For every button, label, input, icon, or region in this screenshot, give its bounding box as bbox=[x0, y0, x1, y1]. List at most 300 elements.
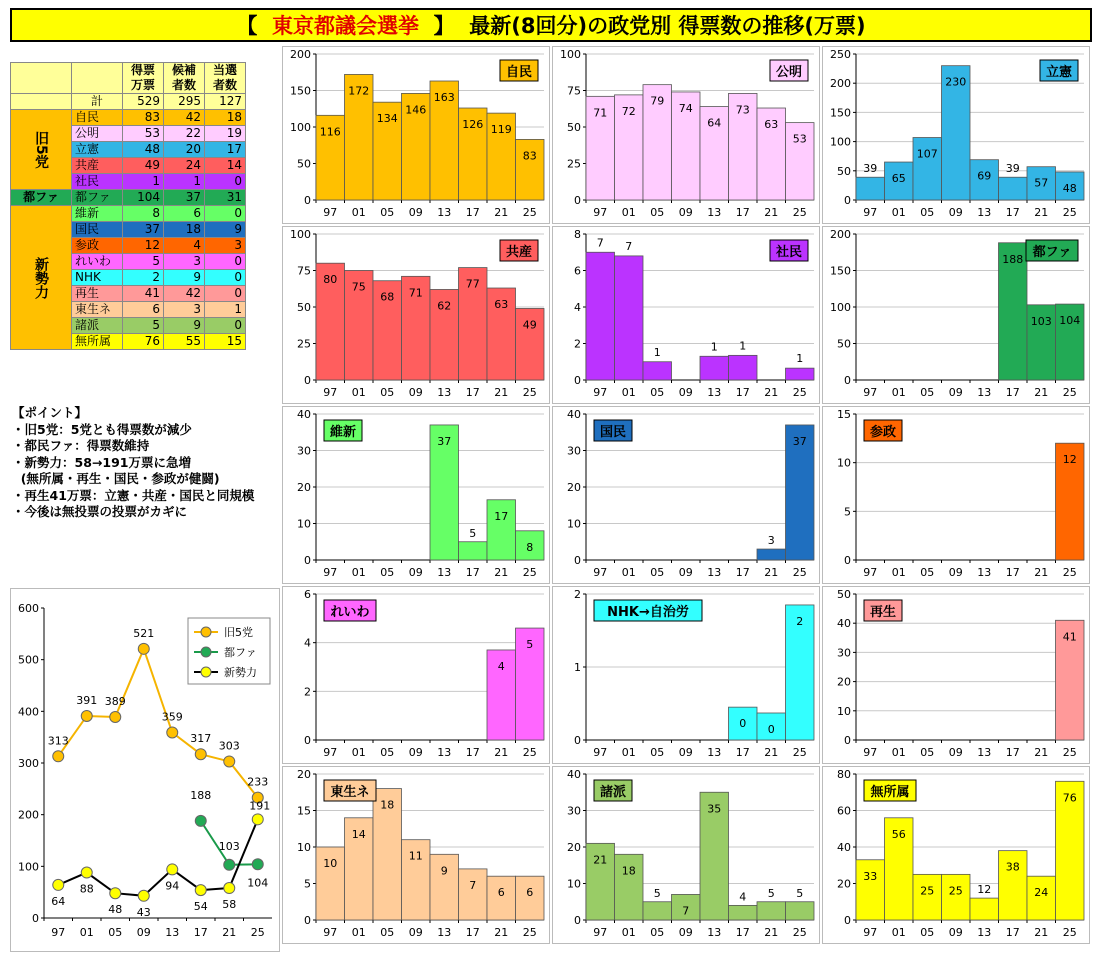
data-label: 107 bbox=[916, 147, 938, 161]
y-tick-label: 30 bbox=[567, 804, 581, 818]
title-bracket-open: 【 bbox=[236, 14, 258, 38]
data-label: 63 bbox=[494, 298, 509, 312]
y-tick-label: 50 bbox=[837, 588, 851, 601]
chart-title: 諸派 bbox=[599, 785, 627, 800]
party-votes: 76 bbox=[123, 334, 164, 350]
data-label: 7 bbox=[469, 878, 477, 892]
legend-label: 都ファ bbox=[224, 646, 257, 659]
chart-title: 自民 bbox=[505, 65, 533, 80]
data-label: 68 bbox=[380, 290, 395, 304]
x-tick-label: 05 bbox=[920, 386, 935, 399]
data-label: 1 bbox=[739, 339, 747, 353]
party-candidates: 42 bbox=[164, 286, 205, 302]
series-point bbox=[224, 859, 235, 870]
title-subtitle: 最新(8回分)の政党別 得票数の推移(万票) bbox=[469, 14, 866, 38]
data-label: 1 bbox=[653, 345, 661, 359]
data-label: 391 bbox=[76, 693, 98, 707]
y-tick-label: 300 bbox=[18, 757, 39, 770]
note-line: 【ポイント】 bbox=[12, 405, 88, 420]
data-label: 230 bbox=[945, 75, 967, 89]
title-bracket-close: 】 bbox=[433, 14, 455, 38]
x-tick-label: 13 bbox=[977, 566, 992, 579]
bar-chart-10 bbox=[282, 586, 550, 764]
data-label: 80 bbox=[323, 273, 338, 287]
y-tick-label: 0 bbox=[844, 374, 851, 387]
y-tick-label: 8 bbox=[574, 228, 581, 241]
party-votes: 48 bbox=[123, 142, 164, 158]
data-label: 359 bbox=[161, 710, 183, 724]
data-label: 126 bbox=[462, 118, 484, 132]
data-label: 4 bbox=[739, 890, 747, 904]
x-tick-label: 09 bbox=[408, 386, 423, 399]
series-point bbox=[138, 643, 149, 654]
x-tick-label: 97 bbox=[863, 926, 878, 939]
data-label: 317 bbox=[190, 732, 212, 746]
data-label: 41 bbox=[1062, 630, 1077, 644]
y-tick-label: 1 bbox=[574, 661, 581, 674]
x-tick-label: 97 bbox=[323, 746, 338, 759]
series-point bbox=[81, 867, 92, 878]
x-tick-label: 17 bbox=[465, 926, 480, 939]
total-candidates: 295 bbox=[164, 94, 205, 110]
x-tick-label: 13 bbox=[437, 926, 452, 939]
x-tick-label: 25 bbox=[792, 386, 807, 399]
y-tick-label: 150 bbox=[290, 84, 311, 98]
x-tick-label: 25 bbox=[522, 206, 537, 219]
x-tick-label: 21 bbox=[764, 566, 779, 579]
y-tick-label: 80 bbox=[837, 768, 851, 781]
y-tick-label: 0 bbox=[574, 194, 581, 207]
data-label: 71 bbox=[408, 286, 423, 300]
party-votes: 41 bbox=[123, 286, 164, 302]
data-label: 134 bbox=[376, 112, 398, 126]
bar-chart-12 bbox=[822, 586, 1090, 764]
series-point bbox=[53, 879, 64, 890]
y-tick-label: 200 bbox=[830, 77, 851, 91]
data-label: 119 bbox=[490, 123, 512, 137]
series-point bbox=[195, 885, 206, 896]
bar bbox=[999, 177, 1028, 200]
data-label: 7 bbox=[596, 236, 604, 250]
x-tick-label: 13 bbox=[707, 206, 722, 219]
bar-chart-8 bbox=[552, 406, 820, 584]
bar bbox=[643, 362, 672, 380]
y-tick-label: 30 bbox=[297, 444, 311, 458]
data-label: 94 bbox=[165, 879, 180, 893]
party-candidates: 20 bbox=[164, 142, 205, 158]
x-tick-label: 25 bbox=[792, 926, 807, 939]
x-tick-label: 05 bbox=[920, 926, 935, 939]
x-tick-label: 13 bbox=[707, 566, 722, 579]
x-tick-label: 09 bbox=[948, 566, 963, 579]
x-tick-label: 21 bbox=[494, 746, 509, 759]
x-tick-label: 09 bbox=[948, 746, 963, 759]
data-label: 146 bbox=[405, 103, 427, 117]
bar bbox=[786, 902, 815, 920]
party-votes: 5 bbox=[123, 254, 164, 270]
bar-chart-11 bbox=[552, 586, 820, 764]
party-candidates: 22 bbox=[164, 126, 205, 142]
bar-chart-1 bbox=[282, 46, 550, 224]
y-tick-label: 100 bbox=[290, 121, 311, 134]
party-votes: 12 bbox=[123, 238, 164, 254]
party-votes: 104 bbox=[123, 190, 164, 206]
x-tick-label: 21 bbox=[494, 206, 509, 219]
data-label: 8 bbox=[526, 540, 534, 554]
x-tick-label: 05 bbox=[380, 926, 395, 939]
legend-label: 新勢力 bbox=[224, 666, 257, 679]
data-label: 76 bbox=[1062, 791, 1077, 805]
x-tick-label: 97 bbox=[593, 206, 608, 219]
x-tick-label: 25 bbox=[522, 566, 537, 579]
party-candidates: 18 bbox=[164, 222, 205, 238]
y-tick-label: 0 bbox=[304, 554, 311, 567]
chart-title: 東生ネ bbox=[330, 785, 370, 800]
y-tick-label: 0 bbox=[304, 734, 311, 747]
data-label: 37 bbox=[792, 434, 807, 448]
x-tick-label: 97 bbox=[593, 386, 608, 399]
bar bbox=[586, 252, 615, 380]
x-tick-label: 17 bbox=[1005, 206, 1020, 219]
party-votes: 1 bbox=[123, 174, 164, 190]
party-winners: 1 bbox=[205, 302, 246, 318]
data-label: 0 bbox=[739, 717, 747, 731]
y-tick-label: 40 bbox=[297, 408, 311, 421]
y-tick-label: 60 bbox=[837, 804, 851, 818]
data-label: 12 bbox=[977, 883, 992, 897]
y-tick-label: 0 bbox=[844, 914, 851, 927]
data-label: 3 bbox=[767, 534, 775, 548]
x-tick-label: 13 bbox=[165, 926, 180, 939]
table-total-row bbox=[11, 94, 246, 110]
chart-title: 社民 bbox=[775, 245, 803, 260]
data-label: 37 bbox=[437, 434, 452, 448]
bar bbox=[729, 355, 758, 380]
data-label: 172 bbox=[348, 84, 370, 98]
data-label: 103 bbox=[1030, 314, 1052, 328]
party-winners: 15 bbox=[205, 334, 246, 350]
chart-title: NHK→自治労 bbox=[607, 605, 689, 620]
series-point bbox=[195, 815, 206, 826]
x-tick-label: 05 bbox=[650, 566, 665, 579]
party-candidates: 9 bbox=[164, 270, 205, 286]
party-winners: 0 bbox=[205, 254, 246, 270]
data-label: 69 bbox=[977, 169, 992, 183]
data-label: 24 bbox=[1034, 886, 1049, 900]
data-label: 12 bbox=[1062, 453, 1077, 467]
party-name: 立憲 bbox=[72, 142, 123, 158]
y-tick-label: 6 bbox=[574, 264, 581, 278]
y-tick-label: 0 bbox=[304, 914, 311, 927]
x-tick-label: 97 bbox=[593, 926, 608, 939]
x-tick-label: 01 bbox=[351, 386, 366, 399]
x-tick-label: 05 bbox=[380, 746, 395, 759]
data-label: 57 bbox=[1034, 176, 1049, 190]
y-tick-label: 20 bbox=[837, 877, 851, 891]
y-tick-label: 50 bbox=[297, 157, 311, 171]
y-tick-label: 10 bbox=[567, 877, 581, 891]
x-tick-label: 25 bbox=[1062, 746, 1077, 759]
data-label: 2 bbox=[796, 614, 804, 628]
party-candidates: 24 bbox=[164, 158, 205, 174]
y-tick-label: 150 bbox=[830, 264, 851, 278]
x-tick-label: 17 bbox=[193, 926, 208, 939]
y-tick-label: 75 bbox=[297, 264, 311, 278]
y-tick-label: 15 bbox=[837, 408, 851, 421]
y-tick-label: 100 bbox=[830, 301, 851, 314]
data-label: 104 bbox=[247, 876, 269, 890]
data-label: 43 bbox=[136, 905, 151, 919]
party-name: れいわ bbox=[72, 254, 123, 270]
x-tick-label: 21 bbox=[494, 926, 509, 939]
data-label: 116 bbox=[319, 125, 341, 139]
y-tick-label: 4 bbox=[574, 301, 581, 314]
party-name: 都ファ bbox=[72, 190, 123, 206]
x-tick-label: 17 bbox=[465, 386, 480, 399]
x-tick-label: 13 bbox=[437, 386, 452, 399]
y-tick-label: 0 bbox=[844, 734, 851, 747]
y-tick-label: 0 bbox=[844, 194, 851, 207]
party-name: 社民 bbox=[72, 174, 123, 190]
data-label: 39 bbox=[1005, 162, 1020, 176]
party-candidates: 42 bbox=[164, 110, 205, 126]
y-tick-label: 500 bbox=[18, 653, 39, 667]
bar-chart-9 bbox=[822, 406, 1090, 584]
series-point bbox=[252, 814, 263, 825]
data-label: 5 bbox=[767, 886, 775, 900]
data-label: 191 bbox=[249, 799, 271, 813]
data-label: 72 bbox=[621, 104, 636, 118]
x-tick-label: 97 bbox=[323, 926, 338, 939]
party-name: 無所属 bbox=[72, 334, 123, 350]
x-tick-label: 13 bbox=[707, 926, 722, 939]
data-label: 62 bbox=[437, 299, 452, 313]
data-label: 5 bbox=[469, 526, 477, 540]
y-tick-label: 50 bbox=[837, 337, 851, 351]
party-name: 参政 bbox=[72, 238, 123, 254]
x-tick-label: 25 bbox=[1062, 926, 1077, 939]
x-tick-label: 09 bbox=[678, 386, 693, 399]
x-tick-label: 17 bbox=[735, 926, 750, 939]
x-tick-label: 01 bbox=[621, 566, 636, 579]
series-point bbox=[224, 883, 235, 894]
x-tick-label: 25 bbox=[522, 746, 537, 759]
legend-marker bbox=[201, 667, 211, 677]
series-point bbox=[195, 749, 206, 760]
blank-cell bbox=[11, 94, 72, 110]
data-label: 4 bbox=[497, 659, 505, 673]
data-label: 104 bbox=[1059, 314, 1081, 328]
x-tick-label: 97 bbox=[593, 746, 608, 759]
x-tick-label: 01 bbox=[891, 386, 906, 399]
y-tick-label: 0 bbox=[574, 914, 581, 927]
x-tick-label: 21 bbox=[494, 566, 509, 579]
y-tick-label: 40 bbox=[567, 408, 581, 421]
x-tick-label: 97 bbox=[863, 386, 878, 399]
x-tick-label: 09 bbox=[678, 206, 693, 219]
bar bbox=[970, 898, 999, 920]
party-candidates: 4 bbox=[164, 238, 205, 254]
table-header-row bbox=[11, 63, 246, 94]
chart-title: 立憲 bbox=[1045, 65, 1073, 80]
x-tick-label: 25 bbox=[522, 926, 537, 939]
data-label: 7 bbox=[625, 239, 633, 253]
data-label: 18 bbox=[380, 798, 395, 812]
x-tick-label: 05 bbox=[920, 746, 935, 759]
data-label: 18 bbox=[621, 864, 636, 878]
x-tick-label: 09 bbox=[408, 926, 423, 939]
bar bbox=[615, 256, 644, 380]
chart-title: 都ファ bbox=[1032, 245, 1072, 260]
x-tick-label: 97 bbox=[863, 206, 878, 219]
table-row bbox=[11, 206, 246, 222]
party-winners: 14 bbox=[205, 158, 246, 174]
note-line: ・都民ファ：得票数維持 bbox=[12, 438, 150, 453]
data-label: 33 bbox=[863, 869, 878, 883]
x-tick-label: 21 bbox=[764, 746, 779, 759]
x-tick-label: 21 bbox=[1034, 926, 1049, 939]
x-tick-label: 05 bbox=[650, 386, 665, 399]
group-label-new: 新勢力 bbox=[11, 206, 72, 350]
party-winners: 0 bbox=[205, 174, 246, 190]
x-tick-label: 17 bbox=[735, 746, 750, 759]
x-tick-label: 09 bbox=[408, 566, 423, 579]
data-label: 58 bbox=[222, 898, 237, 912]
y-tick-label: 100 bbox=[18, 860, 39, 874]
party-candidates: 9 bbox=[164, 318, 205, 334]
data-label: 521 bbox=[133, 626, 155, 640]
y-tick-label: 5 bbox=[844, 505, 851, 519]
x-tick-label: 05 bbox=[380, 206, 395, 219]
y-tick-label: 150 bbox=[830, 106, 851, 120]
x-tick-label: 01 bbox=[351, 566, 366, 579]
series-point bbox=[252, 859, 263, 870]
x-tick-label: 09 bbox=[948, 386, 963, 399]
x-tick-label: 21 bbox=[1034, 386, 1049, 399]
y-tick-label: 600 bbox=[18, 602, 39, 615]
chart-title: 公明 bbox=[775, 65, 803, 80]
blank-cell bbox=[72, 63, 123, 94]
y-tick-label: 10 bbox=[837, 704, 851, 718]
group-label-old5: 旧5党 bbox=[11, 110, 72, 190]
data-label: 63 bbox=[764, 118, 779, 132]
x-tick-label: 01 bbox=[891, 926, 906, 939]
x-tick-label: 25 bbox=[1062, 566, 1077, 579]
data-label: 233 bbox=[247, 775, 269, 789]
data-label: 5 bbox=[796, 886, 804, 900]
data-label: 64 bbox=[707, 116, 722, 130]
page-title bbox=[10, 8, 1092, 42]
column-header: 候補者数 bbox=[164, 63, 205, 94]
data-label: 65 bbox=[891, 172, 906, 186]
data-label: 88 bbox=[79, 882, 94, 896]
x-tick-label: 97 bbox=[863, 746, 878, 759]
note-line: ・再生41万票：立憲・共産・国民と同規模 bbox=[12, 487, 255, 503]
y-tick-label: 0 bbox=[304, 194, 311, 207]
data-label: 103 bbox=[218, 839, 240, 853]
chart-title: 参政 bbox=[869, 425, 897, 440]
x-tick-label: 97 bbox=[51, 926, 66, 939]
table-row bbox=[11, 190, 246, 206]
legend-label: 旧5党 bbox=[224, 626, 253, 639]
series-point bbox=[110, 888, 121, 899]
y-tick-label: 10 bbox=[297, 517, 311, 531]
x-tick-label: 21 bbox=[1034, 566, 1049, 579]
x-tick-label: 17 bbox=[1005, 926, 1020, 939]
chart-title: れいわ bbox=[330, 605, 370, 620]
data-label: 75 bbox=[351, 280, 366, 294]
series-point bbox=[138, 890, 149, 901]
data-label: 71 bbox=[593, 106, 608, 120]
x-tick-label: 21 bbox=[1034, 746, 1049, 759]
total-line-chart bbox=[10, 588, 280, 952]
party-name: 公明 bbox=[72, 126, 123, 142]
x-tick-label: 09 bbox=[678, 926, 693, 939]
bar-chart-14 bbox=[552, 766, 820, 944]
data-label: 5 bbox=[526, 638, 534, 652]
x-tick-label: 25 bbox=[792, 206, 807, 219]
data-label: 21 bbox=[593, 853, 608, 867]
y-tick-label: 40 bbox=[837, 841, 851, 854]
x-tick-label: 17 bbox=[1005, 566, 1020, 579]
data-label: 64 bbox=[51, 894, 66, 908]
y-tick-label: 75 bbox=[567, 84, 581, 98]
data-label: 313 bbox=[47, 734, 69, 748]
party-name: 東生ネ bbox=[72, 302, 123, 318]
x-tick-label: 09 bbox=[408, 206, 423, 219]
party-name: 再生 bbox=[72, 286, 123, 302]
x-tick-label: 01 bbox=[79, 926, 94, 939]
y-tick-label: 30 bbox=[837, 646, 851, 660]
series-point bbox=[81, 710, 92, 721]
y-tick-label: 20 bbox=[837, 675, 851, 689]
bar bbox=[459, 869, 488, 920]
note-line: (無所属・再生・国民・参政が健闘) bbox=[12, 471, 220, 486]
x-tick-label: 21 bbox=[222, 926, 237, 939]
y-tick-label: 100 bbox=[830, 135, 851, 149]
data-label: 303 bbox=[218, 739, 240, 753]
party-candidates: 3 bbox=[164, 254, 205, 270]
data-label: 17 bbox=[494, 509, 509, 523]
party-name: 維新 bbox=[72, 206, 123, 222]
y-tick-label: 0 bbox=[574, 554, 581, 567]
data-label: 77 bbox=[465, 277, 480, 291]
y-tick-label: 10 bbox=[837, 456, 851, 470]
x-tick-label: 01 bbox=[891, 566, 906, 579]
data-label: 25 bbox=[920, 884, 935, 898]
data-label: 74 bbox=[678, 101, 693, 115]
x-tick-label: 01 bbox=[891, 746, 906, 759]
y-tick-label: 2 bbox=[574, 588, 581, 601]
bar bbox=[643, 902, 672, 920]
y-tick-label: 2 bbox=[304, 685, 311, 699]
x-tick-label: 21 bbox=[764, 206, 779, 219]
y-tick-label: 400 bbox=[18, 705, 39, 719]
data-label: 188 bbox=[1002, 252, 1024, 266]
x-tick-label: 21 bbox=[764, 926, 779, 939]
party-winners: 0 bbox=[205, 318, 246, 334]
y-tick-label: 25 bbox=[567, 157, 581, 171]
party-votes: 83 bbox=[123, 110, 164, 126]
data-label: 79 bbox=[650, 94, 665, 108]
note-line: ・新勢力：58→191万票に急増 bbox=[12, 454, 191, 470]
chart-title: 共産 bbox=[505, 245, 533, 260]
party-winners: 3 bbox=[205, 238, 246, 254]
points-notes bbox=[12, 405, 254, 521]
y-tick-label: 30 bbox=[567, 444, 581, 458]
x-tick-label: 17 bbox=[465, 746, 480, 759]
x-tick-label: 13 bbox=[977, 206, 992, 219]
